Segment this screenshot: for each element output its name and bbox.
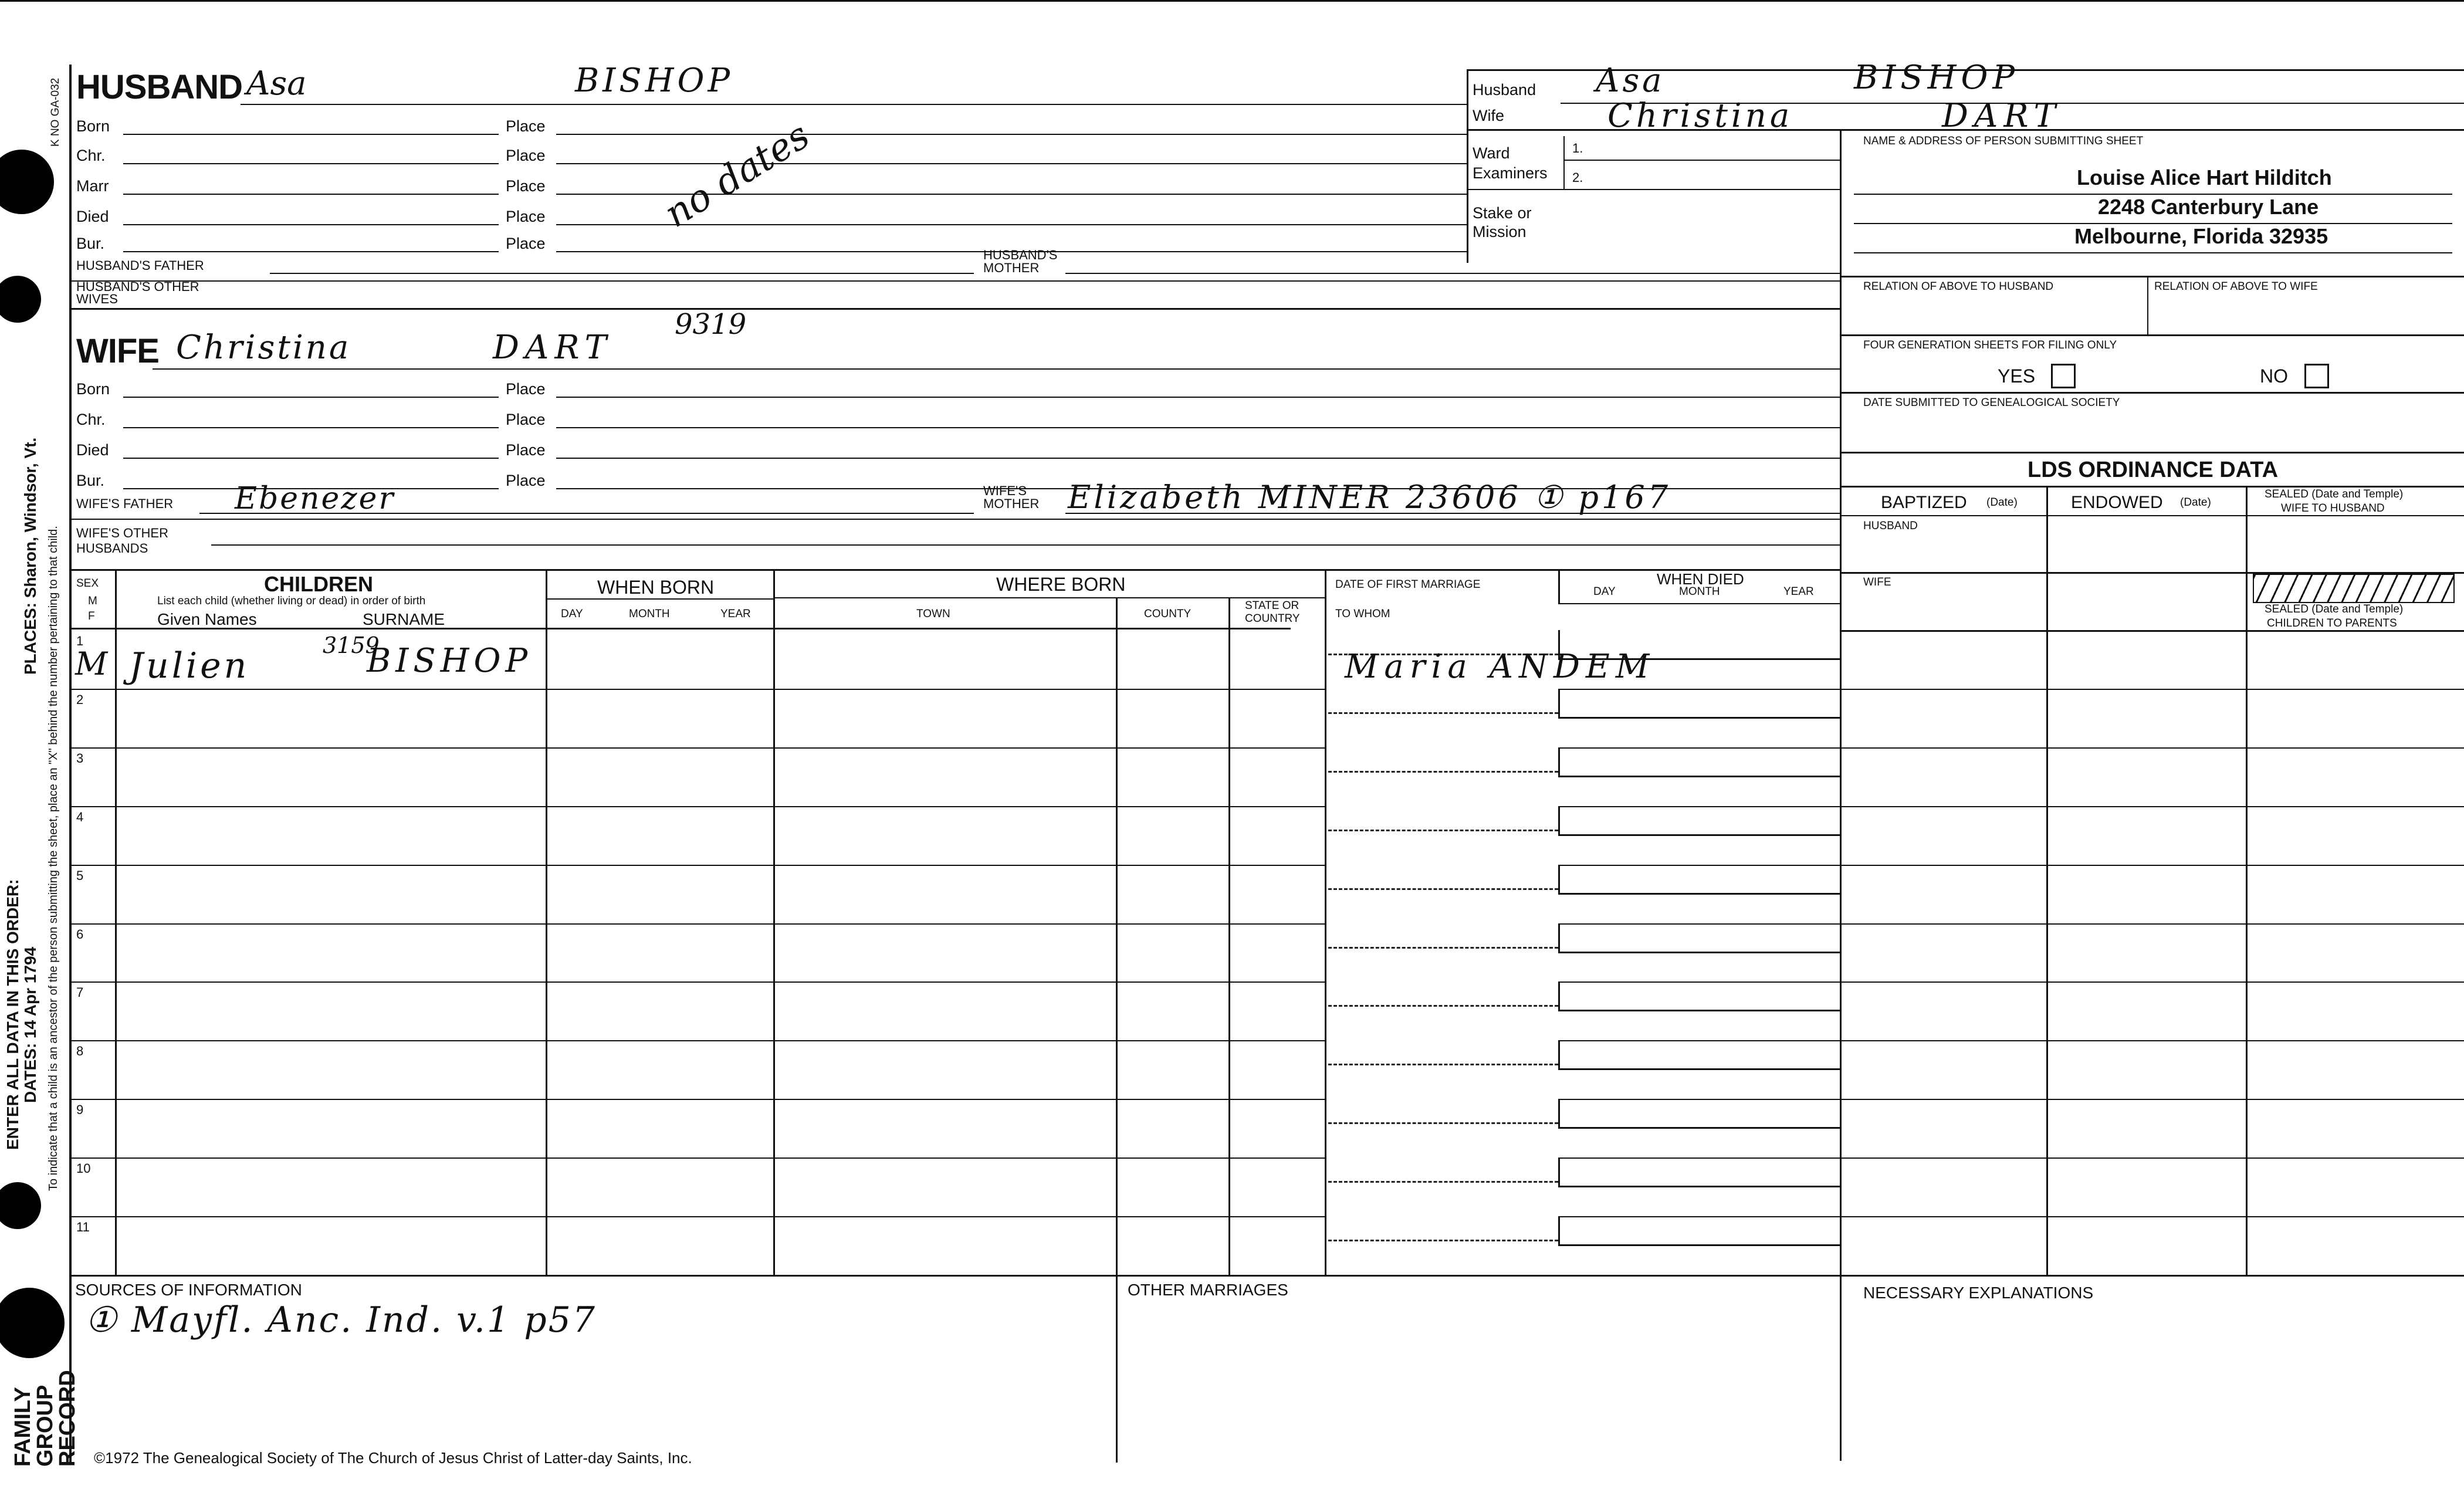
form-line [199, 513, 974, 514]
row-divider [1558, 981, 2464, 983]
row-number: 3 [76, 750, 84, 766]
state-label-2: COUNTRY [1245, 612, 1300, 625]
lds-husband-label: HUSBAND [1863, 520, 1918, 532]
death-bracket [1558, 1099, 1560, 1128]
husband-chr-label: Chr. [76, 147, 106, 164]
sources-value: ① Mayfl. Anc. Ind. v.1 p57 [85, 1299, 597, 1341]
first-marriage-label: DATE OF FIRST MARRIAGE [1335, 578, 1481, 591]
form-line [123, 397, 499, 398]
lds-wife-label: WIFE [1863, 576, 1891, 588]
town-label: TOWN [916, 608, 950, 620]
when-died-label: WHEN DIED [1657, 570, 1744, 588]
form-line [1840, 392, 2464, 394]
row-number: 7 [76, 985, 84, 1000]
marriage-date-line [1328, 947, 1558, 949]
husband-mother-label: HUSBAND'S MOTHER [983, 248, 1058, 275]
submitter-street: 2248 Canterbury Lane [2098, 195, 2319, 219]
row-divider [1558, 865, 2464, 866]
top-border [0, 0, 2464, 2]
form-line [556, 427, 1840, 428]
side-dates: DATES: 14 Apr 1794 [21, 946, 39, 1103]
form-line [123, 251, 499, 252]
form-line [1840, 276, 2464, 277]
other-marriages-label: OTHER MARRIAGES [1128, 1281, 1288, 1299]
marriage-date-line [1328, 1122, 1558, 1124]
form-line [556, 458, 1840, 459]
form-line [1065, 513, 1840, 514]
death-line [1558, 1244, 1840, 1246]
form-line [1228, 597, 1230, 1276]
death-line [1558, 717, 1840, 719]
row-divider [1558, 1157, 2464, 1159]
row-divider [69, 1040, 1325, 1041]
died-month-label: MONTH [1679, 585, 1720, 598]
row-divider [69, 981, 1325, 983]
death-bracket [1558, 1216, 1560, 1245]
form-line [1558, 569, 1560, 604]
header-husband-given: Asa [1596, 62, 1665, 100]
marriage-date-line [1328, 888, 1558, 890]
children-note: List each child (whether living or dead) in order of birth [157, 595, 426, 607]
row-number: 2 [76, 692, 84, 707]
ward-label: Ward [1473, 144, 1510, 162]
death-bracket [1558, 1157, 1560, 1187]
copyright: ©1972 The Genealogical Society of The Church of Jesus Christ of Latter-day Saints, Inc. [94, 1449, 692, 1467]
row-divider [1558, 1099, 2464, 1100]
wife-died-label: Died [76, 441, 109, 459]
form-title: FAMILY GROUP RECORD [11, 1370, 80, 1467]
husband-note-handwritten: no dates [657, 113, 817, 236]
form-line [1840, 452, 2464, 453]
place-label: Place [506, 117, 546, 135]
form-line [1116, 1275, 1118, 1463]
sealed-children-label-1: SEALED (Date and Temple) [2265, 603, 2404, 615]
child-1-surname: BISHOP [367, 642, 533, 680]
sealed-children-label-2: CHILDREN TO PARENTS [2267, 617, 2397, 629]
died-day-label: DAY [1593, 585, 1616, 598]
husband-father-label: HUSBAND'S FATHER [76, 258, 204, 273]
side-instructions: ENTER ALL DATA IN THIS ORDER: [4, 879, 22, 1150]
submitter-name: Louise Alice Hart Hilditch [2077, 165, 2332, 189]
endowed-label: ENDOWED [2071, 493, 2163, 512]
side-places: PLACES: Sharon, Windsor, Vt. [21, 437, 39, 675]
place-label: Place [506, 411, 546, 428]
county-label: COUNTY [1144, 608, 1192, 620]
hatched-box [2253, 574, 2455, 603]
row-number: 1 [76, 634, 84, 648]
child-1-sex: M [75, 645, 108, 682]
form-line [1467, 69, 1468, 263]
place-label: Place [506, 380, 546, 398]
row-divider [69, 747, 1325, 749]
row-divider [1558, 1040, 2464, 1041]
surname-label: SURNAME [363, 610, 445, 628]
form-line [69, 280, 1840, 282]
child-1-spouse: Maria ANDEM [1345, 648, 1656, 686]
where-born-label: WHERE BORN [996, 574, 1126, 595]
wife-mother-label: WIFE'S MOTHER [983, 483, 1040, 511]
form-line [115, 569, 117, 1276]
wife-surname: DART [493, 329, 612, 367]
sealed-wife-label-1: SEALED (Date and Temple) [2265, 488, 2404, 500]
place-label: Place [506, 177, 546, 195]
left-border [69, 65, 72, 1464]
examiners-label: Examiners [1473, 164, 1548, 182]
form-line [211, 544, 1840, 546]
row-divider [1558, 806, 2464, 807]
wife-other-husbands-label: WIFE'S OTHER HUSBANDS [76, 526, 168, 556]
yes-checkbox[interactable] [2051, 364, 2076, 388]
relation-wife-label: RELATION OF ABOVE TO WIFE [2154, 280, 2318, 293]
form-line [69, 628, 1291, 629]
wife-chr-label: Chr. [76, 411, 106, 428]
four-gen-label: FOUR GENERATION SHEETS FOR FILING ONLY [1863, 339, 2117, 351]
form-line [123, 134, 499, 135]
header-husband-surname: BISHOP [1854, 59, 2020, 97]
death-bracket [1558, 689, 1560, 718]
submitter-city: Melbourne, Florida 32935 [2074, 224, 2328, 248]
marriage-date-line [1328, 1005, 1558, 1007]
form-line [123, 427, 499, 428]
day-label: DAY [561, 608, 583, 620]
row-divider [69, 689, 1325, 690]
form-line [556, 134, 1467, 135]
stake-label: Stake or [1473, 204, 1532, 222]
row-divider [1558, 689, 2464, 690]
to-whom-label: TO WHOM [1335, 608, 1390, 620]
endowed-date-label: (Date) [2180, 496, 2211, 509]
row-divider [1558, 747, 2464, 749]
baptized-label: BAPTIZED [1881, 493, 1967, 512]
place-label: Place [506, 147, 546, 164]
baptized-date-label: (Date) [1986, 496, 2018, 509]
examiner-1: 1. [1572, 141, 1583, 155]
place-label: Place [506, 208, 546, 225]
mission-label: Mission [1473, 223, 1527, 241]
row-number: 5 [76, 868, 84, 883]
wife-id-number: 9319 [675, 308, 747, 341]
form-line [69, 519, 1840, 520]
form-line [2046, 486, 2048, 1275]
form-line [773, 597, 1325, 598]
wife-father-value: Ebenezer [235, 481, 395, 516]
row-number: 8 [76, 1044, 84, 1059]
date-submitted-label: DATE SUBMITTED TO GENEALOGICAL SOCIETY [1863, 397, 2120, 409]
row-divider [69, 1216, 1325, 1217]
death-line [1558, 952, 1840, 953]
form-line [546, 598, 773, 600]
row-divider [69, 806, 1325, 807]
form-line [1840, 486, 2464, 488]
husband-born-label: Born [76, 117, 110, 135]
death-line [1558, 893, 1840, 895]
wife-father-label: WIFE'S FATHER [76, 496, 174, 511]
death-bracket [1558, 923, 1560, 953]
child-1-given: Julien [129, 645, 250, 686]
form-line [69, 308, 1840, 310]
wife-born-label: Born [76, 380, 110, 398]
sex-label: SEX [76, 577, 99, 590]
month-label: MONTH [629, 608, 670, 620]
state-label-1: STATE OR [1245, 600, 1299, 612]
relation-husband-label: RELATION OF ABOVE TO HUSBAND [1863, 280, 2054, 293]
marriage-date-line [1328, 771, 1558, 773]
death-bracket [1558, 1040, 1560, 1069]
form-line [1840, 630, 2464, 632]
form-line [123, 224, 499, 225]
child-1-id-number: 3159 [323, 632, 380, 658]
death-bracket [1558, 865, 1560, 894]
place-label: Place [506, 235, 546, 252]
row-number: 6 [76, 926, 84, 942]
husband-surname: BISHOP [575, 62, 734, 100]
no-checkbox[interactable] [2304, 364, 2329, 388]
row-number: 9 [76, 1102, 84, 1118]
lds-title: LDS ORDINANCE DATA [2028, 458, 2279, 482]
m-label: M [88, 595, 97, 607]
death-bracket [1558, 747, 1560, 777]
marriage-date-line [1328, 830, 1558, 831]
form-line [1558, 603, 1840, 604]
row-divider [69, 865, 1325, 866]
form-line [69, 569, 1840, 571]
row-divider [69, 1157, 1325, 1159]
husband-given-name: Asa [246, 65, 307, 103]
form-line [1563, 160, 1840, 161]
form-line [2246, 486, 2248, 1275]
form-line [1325, 569, 1326, 1276]
given-names-label: Given Names [157, 610, 257, 628]
form-line [1065, 273, 1840, 274]
punch-hole [0, 1288, 65, 1358]
form-line [1563, 136, 1565, 189]
row-number: 11 [76, 1220, 90, 1234]
husband-bur-label: Bur. [76, 235, 105, 252]
punch-hole [0, 276, 41, 323]
death-bracket [1558, 981, 1560, 1011]
form-line [123, 458, 499, 459]
form-line [773, 569, 775, 1276]
necessary-explanations-label: NECESSARY EXPLANATIONS [1863, 1284, 2094, 1302]
form-line [1467, 129, 2464, 131]
husband-name-line [241, 104, 1467, 105]
died-year-label: YEAR [1783, 585, 1814, 598]
when-born-label: WHEN BORN [597, 577, 715, 598]
form-line [153, 368, 1840, 370]
marriage-date-line [1328, 1240, 1558, 1241]
punch-hole [0, 150, 54, 214]
death-line [1558, 1127, 1840, 1129]
no-label: NO [2260, 365, 2288, 387]
header-husband-label: Husband [1473, 81, 1536, 99]
row-number: 10 [76, 1161, 91, 1176]
form-line [556, 163, 1467, 164]
row-number: 4 [76, 809, 84, 824]
place-label: Place [506, 472, 546, 489]
submitter-label: NAME & ADDRESS OF PERSON SUBMITTING SHEET [1863, 135, 2144, 147]
wife-heading: WIFE [76, 332, 159, 370]
f-label: F [88, 610, 95, 622]
wife-given-name: Christina [176, 329, 351, 367]
form-line [556, 397, 1840, 398]
row-divider [1558, 1216, 2464, 1217]
form-line [546, 569, 547, 1276]
marriage-date-line [1328, 712, 1558, 714]
form-number: K NO GA-032 [49, 77, 62, 147]
marriage-date-line [1328, 1064, 1558, 1065]
header-wife-given: Christina [1607, 97, 1793, 135]
examiner-2: 2. [1572, 170, 1583, 185]
sealed-wife-label-2: WIFE TO HUSBAND [2281, 502, 2385, 515]
yes-label: YES [1998, 365, 2036, 387]
husband-heading: HUSBAND [76, 68, 242, 106]
form-line [270, 273, 974, 274]
row-divider [69, 1099, 1325, 1100]
side-note: To indicate that a child is an ancestor of the person submitting the sheet, place an "X" behind the number pertaining to that child. [47, 526, 60, 1191]
husband-marr-label: Marr [76, 177, 109, 195]
death-line [1558, 776, 1840, 777]
husband-other-wives-label: HUSBAND'S OTHER WIVES [76, 279, 199, 306]
death-line [1558, 1010, 1840, 1011]
sources-label: SOURCES OF INFORMATION [75, 1281, 302, 1299]
death-line [1558, 834, 1840, 836]
header-wife-surname: DART [1942, 97, 2062, 135]
row-divider [1558, 923, 2464, 925]
husband-died-label: Died [76, 208, 109, 225]
form-line [1116, 597, 1118, 1276]
form-line [1467, 189, 1840, 190]
death-line [1558, 1068, 1840, 1070]
form-line [1840, 515, 2464, 516]
form-line [123, 163, 499, 164]
header-wife-label: Wife [1473, 107, 1504, 124]
death-bracket [1558, 806, 1560, 835]
form-line [1854, 252, 2452, 253]
year-label: YEAR [720, 608, 751, 620]
death-line [1558, 1186, 1840, 1187]
punch-hole [0, 1182, 41, 1229]
row-divider [69, 923, 1325, 925]
wife-mother-value: Elizabeth MINER 23606 ① p167 [1068, 479, 1671, 516]
form-line [2147, 276, 2148, 334]
place-label: Place [506, 441, 546, 459]
form-line [1840, 129, 1842, 1461]
form-line [1840, 334, 2464, 336]
wife-bur-label: Bur. [76, 472, 105, 489]
form-line [123, 194, 499, 195]
marriage-date-line [1328, 1181, 1558, 1183]
form-line [69, 1275, 2464, 1277]
children-label: CHILDREN [264, 572, 373, 596]
